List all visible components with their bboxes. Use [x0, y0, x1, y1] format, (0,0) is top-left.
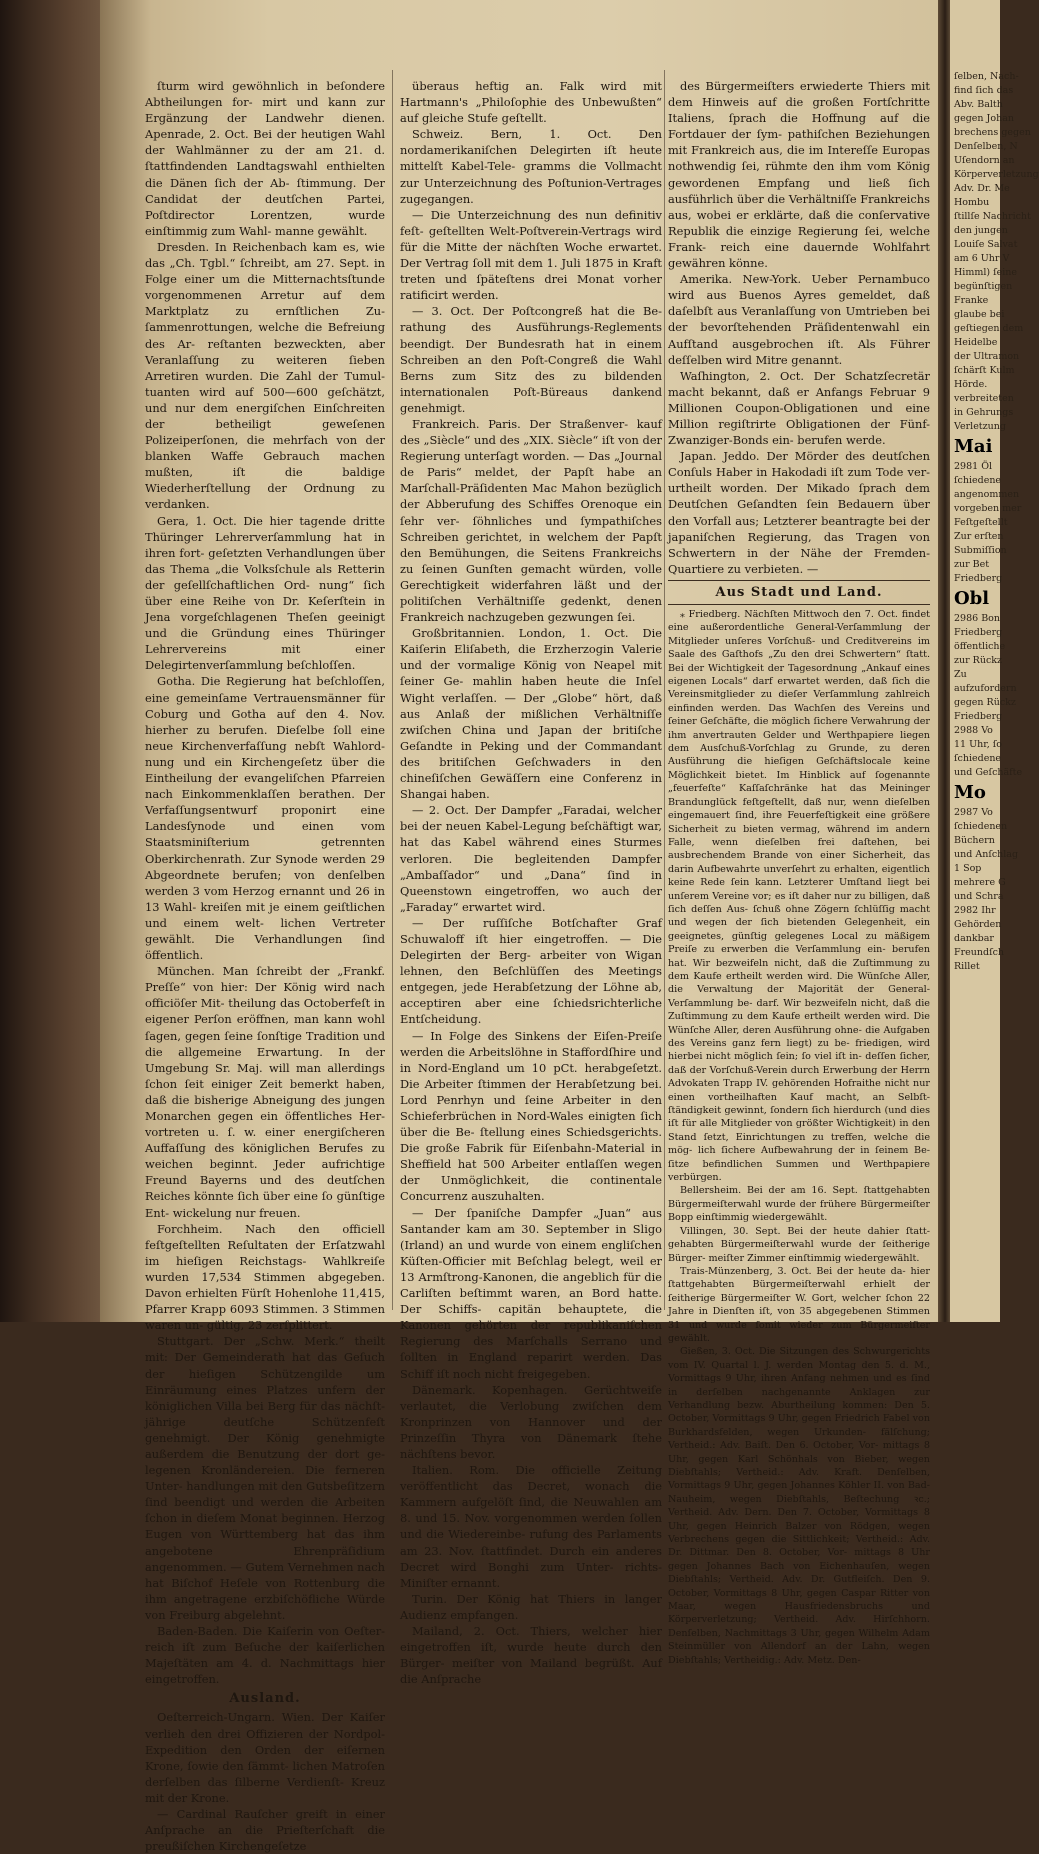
article-schuwaloff: — Der ruſſiſche Botſchafter Graf Schuwaloff iſt hier eingetroffen. — Die Delegirten der Berg- arbeiter von Wigan lehnen, den Beſchlüſſen des Meetings entgegen, jede Herabſetzung der Löhne ab, acceptiren aber eine ſchiedsrichterliche Entſcheidung.	[400, 915, 662, 1027]
article-muenchen: München. Man ſchreibt der „Frankf. Preſſe“ von hier: Der König wird nach officiöſer Mit- theilung das Octoberfeſt in eigener Perſon eröffnen, man kann wohl ſagen, gegen ſeine ſonſtige Tradition und die allgemeine Erwartung. In der Umgebung Sr. Maj. will man allerdings ſchon ſeit einiger Zeit bemerkt haben, daß die bisherige Abneigung des jungen Monarchen gegen ein öffentliches Her- vortreten u. ſ. w. einer energiſcheren Auffaſſung des königlichen Berufes zu weichen beginnt. Jeder aufrichtige Freund Bayerns und des deutſchen Reiches könnte ſich über eine ſo günſtige Ent- wickelung nur freuen.	[145, 964, 385, 1220]
article-turin: Turin. Der König hat Thiers in langer Audienz empfangen.	[400, 1591, 662, 1622]
next-page-fragment: Denſelben, N	[954, 141, 1018, 152]
next-page-fragment: 11 Uhr, ſo	[954, 739, 1003, 750]
next-page-fragment: Abv. Balth	[954, 99, 1003, 110]
next-page-fragment: Friedberg	[954, 711, 1003, 722]
book-spine	[0, 0, 100, 1322]
next-page-fragment: und Geſchäfte	[954, 767, 1023, 778]
article-rauscher: — Cardinal Rauſcher greift in einer Anſprache an die Prieſterſchaft die preußiſchen Kirchengeſetze	[145, 1807, 385, 1854]
column-rule-2	[664, 70, 665, 1310]
next-page-fragment: ſchärſt Kulm	[954, 365, 1015, 376]
article-bellersheim: Bellersheim. Bei der am 16. Sept. ſtattgehabten Bürgermeiſterwahl wurde der frühere Bürgermeiſter Bopp einſtimmig wiedergewählt.	[668, 1185, 930, 1224]
next-page-fragment: Hörde.	[954, 379, 988, 390]
next-page-fragment: der Ultramon	[954, 351, 1020, 362]
article-postverein: — Die Unterzeichnung des nun definitiv feſt- geſtellten Welt-Poſtverein-Vertrags wird für die Mitte der nächſten Woche erwartet. Der Vertrag ſoll mit dem 1. Juli 1875 in Kraft treten und ſpäteſtens drei Monat vorher ratificirt werden.	[400, 207, 662, 303]
next-page-fragment: Franke	[954, 295, 989, 306]
next-page-fragment: dankbar	[954, 933, 994, 944]
next-page-fragment: Heidelbe	[954, 337, 998, 348]
article-japan: Japan. Jeddo. Der Mörder des deutſchen Conſuls Haber in Hakodadi iſt zum Tode ver- urtheilt worden. Der Mikado ſprach dem Deutſchen Geſandten ſein Bedauern über den Vorfall aus; Letzterer beantragte bei der japaniſchen Regierung, das Tragen von Schwertern in der Nähe der Fremden-Quartiere zu verbieten. —	[668, 449, 930, 576]
next-page-fragment: und Anſchlag	[954, 849, 1019, 860]
next-page-fragment: öffentliche	[954, 641, 1006, 652]
next-page-fragment: Hombu	[954, 197, 990, 208]
next-page-fragment: 2982 Ihr	[954, 905, 996, 916]
next-page-fragment: 2988 Vo	[954, 725, 993, 736]
next-page-fragment: Körperverletzung	[954, 169, 1039, 180]
article-juan: — Der ſpaniſche Dampfer „Juan“ aus Santander kam am 30. September in Sligo (Irland) an und wurde von einem engliſchen Küſten-Officier mit Beſchlag belegt, weil er 13 Armſtrong-Kanonen, die angeblich für die Carliſten beſtimmt waren, an Bord hatte. Der Schiffs- capitän behauptete, die Kanonen gehörten der republikaniſchen Regierung des Marſchalls Serrano und ſollten in England reparirt werden. Das Schiff iſt noch nicht freigegeben.	[400, 1205, 662, 1381]
next-page-fragment: den jungen	[954, 225, 1008, 236]
next-page-fragment: gegen Johan	[954, 113, 1014, 124]
divider	[668, 604, 930, 605]
next-page-fragment: gegen Rückz	[954, 697, 1016, 708]
column-1	[145, 78, 385, 1854]
next-page-fragment: ſchiedenen	[954, 821, 1008, 832]
next-page-fragment: Zu	[954, 669, 967, 680]
article-mailand: Mailand, 2. Oct. Thiers, welcher hier eingetroffen iſt, wurde heute durch den Bürger- meiſter von Mailand begrüßt. Auf die Anſprache	[400, 1624, 662, 1687]
article-washington: Waſhington, 2. Oct. Der Schatzſecretär macht bekannt, daß er Anfangs Februar 9 Millionen Coupon-Obligationen und eine Million regiſtrirte Obligationen der Fünf-Zwanziger-Bonds ein- berufen werde.	[668, 368, 930, 448]
next-page-fragment: 1 Sop	[954, 863, 982, 874]
next-page-fragment: mehrere G	[954, 877, 1006, 888]
section-heading-ausland: Ausland.	[229, 1691, 301, 1707]
section-heading-stadt-land: Aus Stadt und Land.	[715, 584, 883, 600]
next-page-edge	[950, 0, 1039, 1322]
next-page-fragment: Büchern	[954, 835, 995, 846]
next-page-fragment: Friedberg	[954, 573, 1003, 584]
next-page-fragment: 2986 Bon	[954, 613, 1001, 624]
next-page-fragment: Himml) ſeine	[954, 267, 1018, 278]
article-postcongress: — 3. Oct. Der Poſtcongreß hat die Be- rathung des Ausführungs-Reglements beendigt. Der Bundesrath hat in einem Schreiben an den Poſt-Congreß die Wahl Berns zum Sitz des zu bildenden internationalen Poſt-Büreaus dankend genehmigt.	[400, 304, 662, 415]
article-grossbritannien: Großbritannien. London, 1. Oct. Die Kaiſerin Eliſabeth, die Erzherzogin Valerie und der vormalige König von Neapel mit ſeiner Ge- mahlin haben heute die Inſel Wight verlaſſen. — Der „Globe“ hört, daß aus Anlaß der mißlichen Verhältniſſe zwiſchen China und Japan der britiſche Geſandte in Peking und der Commandant des britiſchen Geſchwaders in den chineſiſchen Gewäſſern eine Conferenz in Shangai haben.	[400, 626, 662, 802]
article-gera: Gera, 1. Oct. Die hier tagende dritte Thüringer Lehrerverſammlung hat in ihren fort- geſetzten Verhandlungen über das Thema „die Volksſchule als Retterin der geſellſchaftlichen Ord- nung“ ſich über eine Reihe von Dr. Keſerſtein in Jena vorgeſchlagenen Theſen geeinigt und die Gründung eines Thüringer Lehrervereins mit einer Delegirtenverſammlung beſchloſſen.	[145, 513, 385, 673]
next-page-fragment: glaube bei	[954, 309, 1005, 320]
next-page-fragment: vorgeben mer	[954, 503, 1022, 514]
next-page-fragment: Adv. Dr. Me	[954, 183, 1010, 194]
article-eisenpreise: — In Folge des Sinkens der Eiſen-Preiſe werden die Arbeitslöhne in Staffordſhire und in Nord-England um 10 pCt. herabgeſetzt. Die Arbeiter ſtimmen der Herabſetzung bei. Lord Penrhyn und ſeine Arbeiter in den Schieferbrüchen in Nord-Wales einigten ſich über die Be- ſtellung eines Schiedsgerichts. Die große Fabrik für Eiſenbahn-Material in Sheffield hat 500 Arbeiter entlaſſen wegen der Unmöglichkeit, die continentale Concurrenz auszuhalten.	[400, 1028, 662, 1204]
next-page-fragment: 2981 Öl	[954, 461, 993, 472]
article-stuttgart: Stuttgart. Der „Schw. Merk.“ theilt mit: Der Gemeinderath hat das Geſuch der hieſigen Schützengilde um Einräumung eines Platzes unfern der königlichen Villa bei Berg für das nächſt- jährige deutſche Schützenfeſt genehmigt. Der König genehmigte außerdem die Benutzung der dort ge- legenen Kronländereien. Die ferneren Unter- handlungen mit den Gutsbeſitzern ſind beendigt und werden die Arbeiten ſchon in dieſem Monat beginnen. Herzog Eugen von Württemberg hat das ihm angebotene Ehrenpräſidium angenommen. — Gutem Vernehmen nach hat Biſchof Heſele von Rottenburg die ihm angetragene erzbiſchöfliche Würde von Freiburg abgelehnt.	[145, 1334, 385, 1622]
next-page-fragment: Feſtgeſtellt	[954, 517, 1008, 528]
article-friedberg: ⁎ Friedberg. Nächſten Mittwoch den 7. Oct. findet eine außerordentliche General-Verſammlung der Mitglieder unſeres Vorſchuß- und Creditvereins im Saale des Gaſthofs „Zu den drei Schwertern“ ſtatt. Bei der Wichtigkeit der Tagesordnung „Ankauf eines eigenen Locals“ darf erwartet werden, daß ſich die Vereinsmitglieder zu dieſer Verſammlung zahlreich einfinden werden. Das Wachſen des Vereins und ſeiner Geſchäfte, die möglich ſichere Verwahrung der ihm anvertrauten Gelder und Werthpapiere liegen dem Ausſchuß-Vorſchlag zu Grunde, zu deren Ausführung die hieſigen Geſchäftslocale keine Möglichkeit bietet. Im Hinblick auf ſogenannte „feuerfeſte“ Kaſſaſchränke hat das Meininger Brandunglück feſtgeſtellt, daß nur, wenn dieſelben eingemauert ſind, ihre Feuerfeſtigkeit eine größere Sicherheit zu bieten vermag, während im andern Falle, wenn dieſelben frei daſtehen, bei ausbrechendem Brande von einer Sicherheit, das darin Aufbewahrte unverſehrt zu erhalten, eigentlich keine Rede ſein kann. Letzterer Umſtand liegt bei unſerem Vereine vor; es iſt daher nur zu billigen, daß ſich deſſen Aus- ſchuß ohne Zögern ſchlüſſig macht und wegen der ſich bietenden Gelegenheit, ein geeignetes, günſtig gelegenes Local zu mäßigem Preiſe zu erwerben die Verſammlung ein- berufen hat. Wir bezweifeln nicht, daß die Zuſtimmung zu dem Kaufe ertheilt werden wird. Die Wünſche Aller, die Verwaltung der Majorität der General-Verſammlung be- darf. Wir bezweifeln nicht, daß die Zuſtimmung zu dem Kaufe ertheilt werden wird. Die Wünſche Aller, deren Ausführung ohne- die Aufgaben des Vereins ganz fern liegt) zu be- friedigen, wird hierbei nicht möglich ſein; ſo viel iſt in- deſſen ſicher, daß der Vorſchuß-Verein durch Erwerbung der Herrn Advokaten Trapp IV. gehörenden Hofraithe nicht nur einen vortheilhaften Kauf macht, an Selbſt- ſtändigkeit gewinnt, ſondern ſich hierdurch (und dies iſt für alle Mitglieder von größter Wichtigkeit) in den Stand ſetzt, Einrichtungen zu treffen, welche die mög- lich ſichere Aufbewahrung der in ſeinem Be- ſitze befindlichen Summen und Werthpapiere verbürgen.	[668, 609, 930, 1184]
next-page-fragment: verbreiteten	[954, 393, 1014, 404]
next-page-fragment: Friedberg	[954, 627, 1003, 638]
next-page-fragment: am 6 Uhr V	[954, 253, 1010, 264]
next-page-fragment: Mo	[954, 782, 986, 803]
article-amerika: Amerika. New-York. Ueber Pernambuco wird aus Buenos Ayres gemeldet, daß daſelbſt aus Veranlaſſung von Umtrieben bei der bevorſtehenden Präſidentenwahl ein Aufſtand ausgebrochen iſt. Als Führer deſſelben wird Mitre genannt.	[668, 272, 930, 367]
article-giessen: Gießen, 3. Oct. Die Sitzungen des Schwurgerichts vom IV. Quartal l. J. werden Montag den 5. d. M., Vormittags 9 Uhr, ihren Anfang nehmen und es ſind in derſelben nachgenannte Anklagen zur Verhandlung bezw. Aburtheilung kommen: Den 5. October, Vormittags 9 Uhr, gegen Friedrich Fabel von Burkhardsfelden, wegen Urkunden- fälſchung; Vertheid.: Adv. Baiſt. Den 6. October, Vor- mittags 8 Uhr, gegen Karl Schönhals von Bieber, wegen Diebſtahls; Vertheid.: Adv. Kraft. Denſelben, Vormittags 9 Uhr, gegen Johannes Köhler II. von Bad-Nauheim, wegen Diebſtahls, Beſtechung ꝛc.; Vertheid. Adv. Dern. Den 7. October, Vormittags 8 Uhr, gegen Heinrich Balzer von Rödgen, wegen Verbrechens gegen die Sittlichkeit; Vertheid.: Adv. Dr. Dittmar. Den 8. October, Vor- mittags 8 Uhr gegen Johannes Bach von Eichenhauſen, wegen Diebſtahls; Vertheid. Adv. Dr. Gutfleiſch. Den 9. October, Vormittags 8 Uhr, gegen Caspar Ritter von Maar, wegen Hausfriedensbruchs und Körperverletzung; Vertheid. Adv. Hirſchhorn. Denſelben, Nachmittags 3 Uhr, gegen Wilhelm Adam Steinmüller von Allendorf an der Lahn, wegen Diebſtahls; Vertheidig.: Adv. Metz. Den-	[668, 1346, 930, 1666]
article-schweiz: Schweiz. Bern, 1. Oct. Den nordamerikaniſchen Delegirten iſt heute mittelſt Kabel-Tele- gramms die Vollmacht zur Unterzeichnung des Poſtunion-Vertrages zugegangen.	[400, 127, 662, 206]
article-landwehr: ſturm wird gewöhnlich in beſondere Abtheilungen for- mirt und kann zur Ergänzung der Landwehr dienen. Apenrade, 2. Oct. Bei der heutigen Wahl der Wahlmänner zu der am 21. d. ſtattfindenden Landtagswahl enthielten die Dänen ſich der Ab- ſtimmung. Der Candidat der deutſchen Partei, Poſtdirector Lorentzen, wurde einſtimmig zum Wahl- manne gewählt.	[145, 79, 385, 238]
next-page-fragment: und Schra	[954, 891, 1004, 902]
next-page-fragment: 2987 Vo	[954, 807, 993, 818]
next-page-fragment: brechens gegen	[954, 127, 1031, 138]
next-page-fragment: Submiſſion	[954, 545, 1007, 556]
next-page-fragment: ſchiedene	[954, 753, 1002, 764]
column-2	[400, 78, 662, 1687]
article-villingen: Villingen, 30. Sept. Bei der heute dahier ſtatt- gehabten Bürgermeiſterwahl wurde der ſeitherige Bürger- meiſter Zimmer einſtimmig wiedergewählt.	[668, 1225, 930, 1264]
next-page-fragment: Freundſch	[954, 947, 1005, 958]
next-page-fragment: Zur erſten	[954, 531, 1004, 542]
next-page-fragment: Gehörden	[954, 919, 1002, 930]
next-page-fragment: begünſtigen	[954, 281, 1013, 292]
next-page-fragment: Obl	[954, 588, 990, 609]
next-page-fragment: in Gehrungs	[954, 407, 1014, 418]
article-daenemark: Dänemark. Kopenhagen. Gerüchtweiſe verlautet, die Verlobung zwiſchen dem Kronprinzen von Hannover und der Prinzeſſin Thyra von Dänemark ſtehe nächſtens bevor.	[400, 1382, 662, 1461]
next-page-fragment: ſchiedene	[954, 475, 1002, 486]
next-page-fragment: angenommen	[954, 489, 1020, 500]
article-baden-baden: Baden-Baden. Die Kaiſerin von Oeſter- reich iſt zum Beſuche der kaiſerlichen Majeſtäten am 4. d. Nachmittags hier eingetroffen.	[145, 1624, 385, 1687]
article-gotha: Gotha. Die Regierung hat beſchloſſen, eine gemeinſame Vertrauensmänner für Coburg und Gotha auf den 4. Nov. hierher zu berufen. Dieſelbe ſoll eine neue Kirchenverfaſſung nebſt Wahlord- nung und ein Kirchengeſetz über die Eintheilung der evangeliſchen Pfarreien nach Einkommenklaſſen berathen. Der Verfaſſungsentwurf proponirt eine Landesſynode und einen vom Staatsminiſterium getrennten Oberkirchenrath. Zur Synode werden 29 Abgeordnete berufen; von denſelben werden 3 vom Herzog ernannt und 26 in 13 Wahl- kreiſen mit je einem geiſtlichen und einem welt- lichen Vertreter gewählt. Die Verhandlungen ſind öffentlich.	[145, 674, 385, 963]
article-italien: Italien. Rom. Die officielle Zeitung veröffentlicht das Decret, wonach die Kammern aufgelöſt ſind, die Neuwahlen am 8. und 15. Nov. vorgenommen werden ſollen und die Wiedereinbe- rufung des Parlaments am 23. Nov. ſtattfindet. Durch ein anderes Decret wird Bonghi zum Unter- richts-Miniſter ernannt.	[400, 1463, 662, 1590]
article-oesterreich: Oeſterreich-Ungarn. Wien. Der Kaiſer verlieh den drei Offizieren der Nordpol-Expedition den Orden der eiſernen Krone, ſowie den ſämmt- lichen Matroſen derſelben das ſilberne Verdienſt- Kreuz mit der Krone.	[145, 1710, 385, 1805]
article-thiers: des Bürgermeiſters erwiederte Thiers mit dem Hinweis auf die großen Fortſchritte Italiens, ſprach die Hoffnung auf die Fortdauer der ſym- pathiſchen Beziehungen mit Frankreich aus, die im Intereſſe Europas nothwendig ſei, rühmte den ihm vom König gewordenen Empfang und ließ ſich ausführlich über die Verhältniſſe Frankreichs aus, wobei er erklärte, daß die conſervative Republik die einzige Regierung ſei, welche Frank- reich eine dauernde Wohlfahrt gewähren könne.	[668, 79, 930, 271]
next-page-fragment: zur Bet	[954, 559, 990, 570]
article-trais-muenzenberg: Trais-Münzenberg, 3. Oct. Bei der heute da- hier ſtattgehabten Bürgermeiſterwahl erhielt der ſeitherige Bürgermeiſter W. Gort, welcher ſchon 22 Jahre in Dienſten iſt, von 35 abgegebenen Stimmen 31 und wurde ſomit wieder zum Bürgermeiſter gewählt.	[668, 1265, 930, 1344]
next-page-fragment: geſtiegen dem	[954, 323, 1024, 334]
column-3	[668, 78, 930, 1667]
next-page-fragment: Uſendorn an	[954, 155, 1015, 166]
next-page-fragment: Verletzung	[954, 421, 1006, 432]
next-page-fragment: find ſich das	[954, 85, 1014, 96]
article-forchheim: Forchheim. Nach den officiell feſtgeſtellten Reſultaten der Erſatzwahl im hieſigen Reichstags- Wahlkreiſe wurden 17,534 Stimmen abgegeben. Davon erhielten Fürſt Hohenlohe 11,415, Pfarrer Krapp 6093 Stimmen. 3 Stimmen waren un- gültig, 23 zerſplittert.	[145, 1221, 385, 1333]
next-page-fragment: Mai	[954, 436, 993, 457]
next-page-fragment: ſtillſe Nachricht	[954, 211, 1031, 222]
article-frankreich: Frankreich. Paris. Der Straßenver- kauf des „Siècle“ und des „XIX. Siècle“ iſt von der Regierung unterſagt worden. — Das „Journal de Paris“ meldet, der Papſt habe an Marſchall-Präſidenten Mac Mahon bezüglich der Abberufung des Schiffes Orenoque ein ſehr ver- ſöhnliches und ſympathiſches Schreiben gerichtet, in welchem der Papſt den Bemühungen, die Seitens Frankreichs zu ſeinen Gunſten gemacht würden, volle Gerechtigkeit widerfahren läßt und der politiſchen Verhältniſſe gedenkt, denen Frankreich nachzugeben gezwungen ſei.	[400, 416, 662, 625]
divider	[668, 580, 930, 581]
article-dresden: Dresden. In Reichenbach kam es, wie das „Ch. Tgbl.“ ſchreibt, am 27. Sept. in Folge einer um die Mitternachtsſtunde vorgenommenen Arretur auf dem Marktplatz zu ernſtlichen Zu- ſammenrottungen, welche die Befreiung des Ar- reſtanten bezweckten, aber Veranlaſſung zu weiteren ſieben Arretiren wurden. Die Zahl der Tumul- tuanten wird auf 500—600 geſchätzt, und nur dem energiſchen Einſchreiten der betheiligt geweſenen Polizeiperſonen, die mehrfach von der blanken Waffe Gebrauch machen mußten, iſt die baldige Wiederherſtellung der Ordnung zu verdanken.	[145, 239, 385, 512]
article-falk: überaus heftig an. Falk wird mit Hartmann's „Philoſophie des Unbewußten“ auf gleiche Stufe geſtellt.	[400, 79, 662, 126]
column-rule-1	[392, 70, 393, 1310]
article-faraday: — 2. Oct. Der Dampfer „Faradai, welcher bei der neuen Kabel-Legung beſchäftigt war, hat das Kabel während eines Sturmes verloren. Die begleitenden Dampfer „Ambaſſador“ und „Dana“ ſind in Queenstown eingetroffen, wo auch der „Faraday“ erwartet wird.	[400, 803, 662, 914]
next-page-fragment: Louiſe Salvat	[954, 239, 1018, 250]
next-page-fragment: Rillet	[954, 961, 980, 972]
next-page-fragment: zur Rückz	[954, 655, 1003, 666]
next-page-fragment: aufzufordern	[954, 683, 1017, 694]
next-page-fragment: ſelben, Nach-	[954, 71, 1019, 82]
